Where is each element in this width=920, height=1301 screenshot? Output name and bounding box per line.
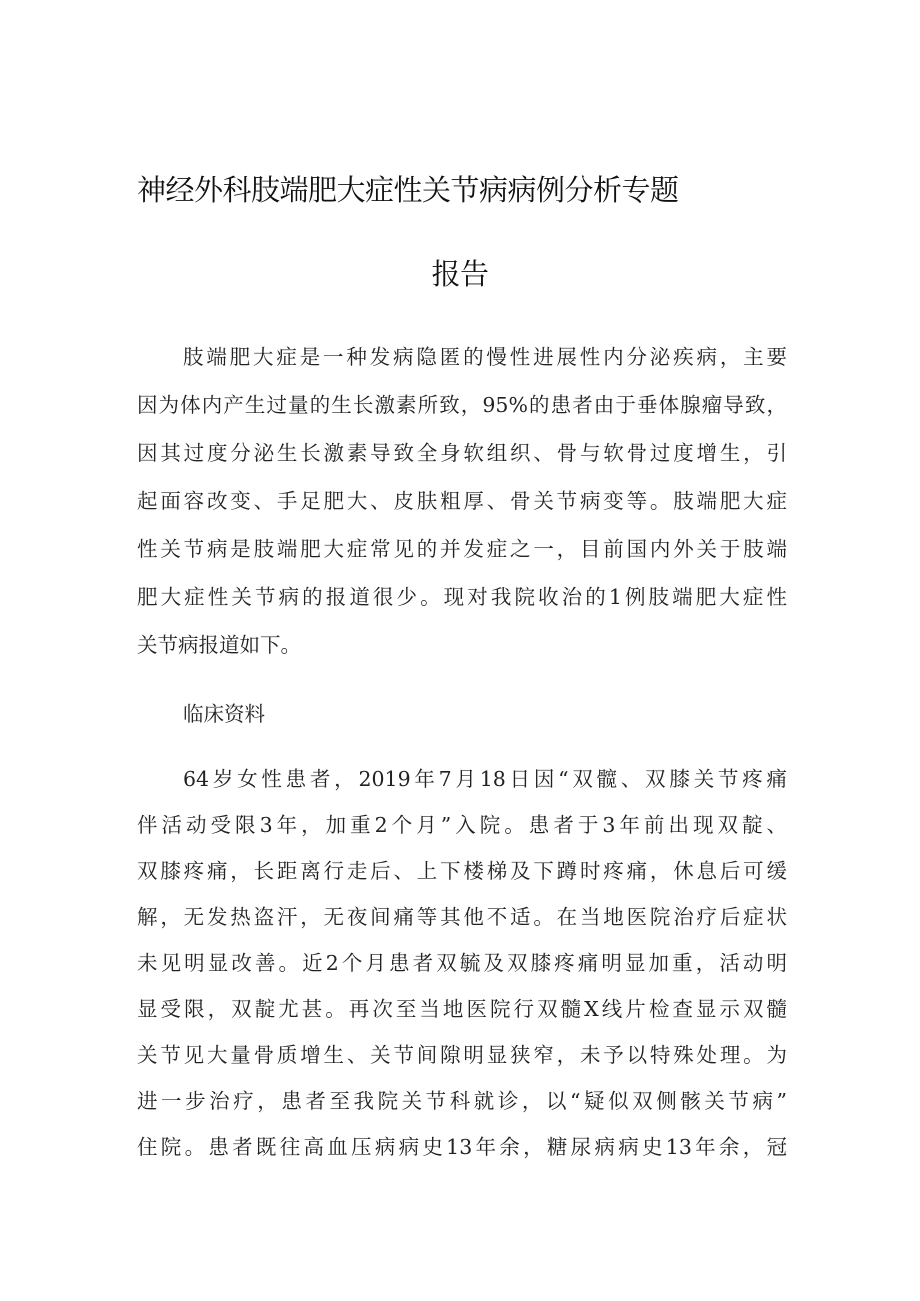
paragraph-line: 性关节病是肢端肥大症常见的并发症之一，目前国内外关于肢端 [137, 537, 787, 561]
document-title-line2: 报告 [431, 257, 489, 291]
paragraph-line: 显受限，双靛尤甚。再次至当地医院行双髓X线片检查显示双髓 [137, 997, 787, 1021]
paragraph-line: 住院。患者既往高血压病病史13年余，糖尿病病史13年余，冠 [137, 1135, 787, 1159]
paragraph-line: 关节见大量骨质增生、关节间隙明显狭窄，未予以特殊处理。为 [137, 1043, 787, 1067]
paragraph-line: 未见明显改善。近2个月患者双毓及双膝疼痛明显加重，活动明 [137, 951, 787, 975]
paragraph-line: 因其过度分泌生长激素导致全身软组织、骨与软骨过度增生，引 [137, 441, 787, 465]
paragraph-line: 伴活动受限3年，加重2个月”入院。患者于3年前出现双靛、 [137, 813, 787, 837]
paragraph-line: 64岁女性患者，2019年7月18日因“双髋、双膝关节疼痛 [183, 767, 787, 791]
paragraph-line: 双膝疼痛，长距离行走后、上下楼梯及下蹲时疼痛，休息后可缓 [137, 859, 787, 883]
section-heading: 临床资料 [183, 702, 265, 726]
document-title-line1: 神经外科肢端肥大症性关节病病例分析专题 [137, 173, 679, 207]
paragraph-line: 起面容改变、手足肥大、皮肤粗厚、骨关节病变等。肢端肥大症 [137, 489, 787, 513]
paragraph-line: 进一步治疗，患者至我院关节科就诊，以“疑似双侧骸关节病” [137, 1089, 787, 1113]
paragraph-line: 肢端肥大症是一种发病隐匿的慢性进展性内分泌疾病，主要 [183, 345, 787, 369]
paragraph-line: 因为体内产生过量的生长激素所致，95%的患者由于垂体腺瘤导致， [137, 393, 787, 417]
paragraph-line: 解，无发热盗汗，无夜间痛等其他不适。在当地医院治疗后症状 [137, 905, 787, 929]
paragraph-line: 肥大症性关节病的报道很少。现对我院收治的1例肢端肥大症性 [137, 585, 787, 609]
paragraph-line: 关节病报道如下。 [137, 633, 301, 657]
